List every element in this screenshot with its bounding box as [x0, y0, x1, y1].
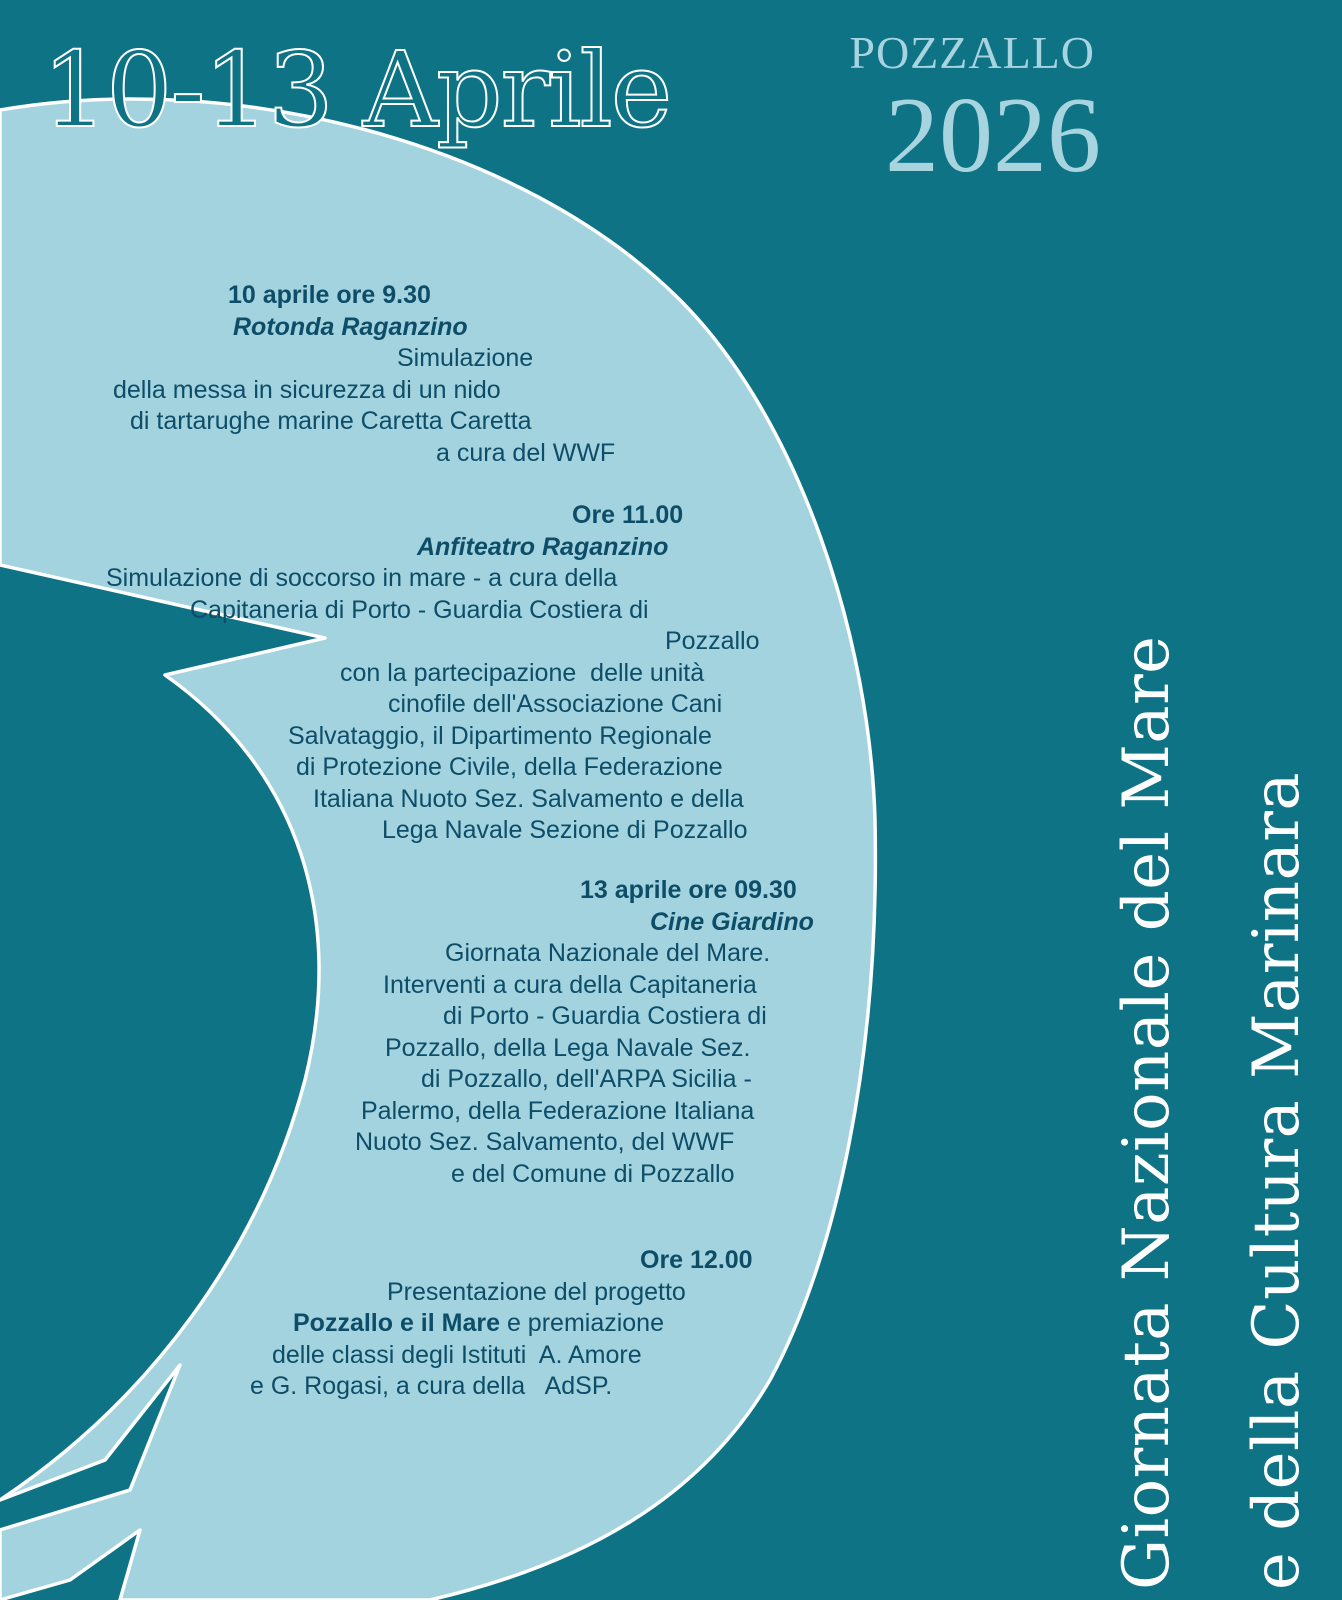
project-name: Pozzallo e il Mare [293, 1309, 501, 1337]
event-description-line: Italiana Nuoto Sez. Salvamento e della [313, 784, 744, 813]
city-name: POZZALLO [849, 27, 1095, 78]
vertical-title [1082, 635, 1342, 1590]
event-time: Ore 11.00 [572, 501, 684, 529]
event-block-2 [100, 500, 860, 847]
event-description-line: Giornata Nazionale del Mare. [445, 939, 771, 967]
event-description-line: Capitaneria di Porto - Guardia Costiera di [190, 595, 649, 624]
event-year: 2026 [885, 76, 1101, 195]
event-description-line: Interventi a cura della Capitaneria [383, 970, 757, 999]
event-description-line: Lega Navale Sezione di Pozzallo [382, 816, 748, 844]
event-description-line: Nuoto Sez. Salvamento, del WWF [355, 1128, 735, 1156]
event-description-line: con la partecipazione delle unità [340, 658, 705, 687]
event-description-line: Simulazione [397, 344, 534, 372]
event-description-line [240, 1308, 800, 1340]
event-description-line: di tartarughe marine Caretta Caretta [130, 407, 532, 435]
vertical-title-line-2: e della Cultura Marinara [1240, 771, 1314, 1590]
event-description-line: della messa in sicurezza di un nido [113, 375, 501, 404]
event-description-line: a cura del WWF [436, 438, 616, 467]
event-block-4 [240, 1245, 800, 1403]
event-description-fragment: e premiazione [500, 1309, 664, 1337]
event-description-line: Salvataggio, il Dipartimento Regionale [288, 721, 712, 750]
event-location: Anfiteatro Raganzino [417, 532, 669, 561]
event-dates-title: 10-13 Aprile [42, 29, 671, 151]
event-block-1 [100, 280, 680, 469]
event-time: 10 aprile ore 9.30 [228, 281, 431, 309]
event-description-line: Pozzallo, della Lega Navale Sez. [385, 1033, 751, 1062]
event-description-line: di Pozzallo, dell'ARPA Sicilia - [421, 1065, 752, 1093]
event-block-3 [340, 875, 860, 1190]
event-description-line: cinofile dell'Associazione Cani [388, 690, 723, 718]
event-description-line: Pozzallo [665, 627, 760, 655]
event-description-line: Palermo, della Federazione Italiana [361, 1096, 755, 1125]
vertical-title-line-1: Giornata Nazionale del Mare [1110, 635, 1184, 1590]
event-description-line: e G. Rogasi, a cura della AdSP. [250, 1372, 613, 1400]
event-description-line: Simulazione di soccorso in mare - a cura della [106, 564, 618, 592]
event-location: Cine Giardino [650, 907, 814, 936]
event-description-line: e del Comune di Pozzallo [451, 1159, 735, 1188]
event-time: Ore 12.00 [640, 1246, 753, 1274]
event-description-line: di Protezione Civile, della Federazione [296, 753, 723, 781]
event-description-line: delle classi degli Istituti A. Amore [272, 1340, 642, 1369]
event-location: Rotonda Raganzino [233, 312, 468, 341]
event-time: 13 aprile ore 09.30 [580, 876, 797, 904]
event-description-line: di Porto - Guardia Costiera di [443, 1002, 767, 1030]
event-description-line: Presentazione del progetto [387, 1277, 686, 1306]
